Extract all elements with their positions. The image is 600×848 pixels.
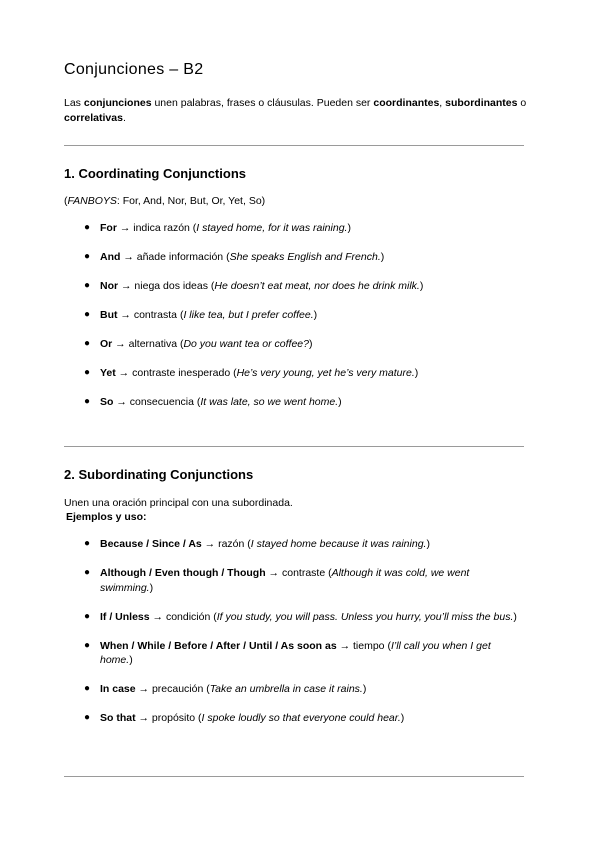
bullet-icon: ● bbox=[84, 567, 91, 578]
conjunction-example: I stayed home because it was raining. bbox=[250, 538, 427, 550]
conjunction-example: I like tea, but I prefer coffee. bbox=[183, 309, 314, 321]
conjunction-term: Although / Even though / Though bbox=[100, 567, 266, 579]
conjunction-term: In case bbox=[100, 683, 136, 695]
closing-paren: ) bbox=[400, 712, 405, 724]
conjunction-term: Nor bbox=[100, 280, 119, 292]
intro-text: o bbox=[517, 97, 527, 109]
conjunction-example: I spoke loudly so that everyone could hear. bbox=[201, 712, 401, 724]
section-heading: 1. Coordinating Conjunctions bbox=[64, 166, 246, 181]
conjunction-meaning: → contraste ( bbox=[265, 567, 332, 579]
list-item bbox=[84, 337, 524, 352]
conjunction-meaning: → añade información ( bbox=[120, 251, 230, 263]
closing-paren: ) bbox=[338, 396, 342, 408]
closing-paren: ) bbox=[313, 309, 318, 321]
divider bbox=[64, 145, 524, 146]
divider bbox=[64, 446, 524, 447]
list-item bbox=[84, 682, 524, 697]
conjunction-example: I stayed home, for it was raining. bbox=[196, 222, 348, 234]
list-item bbox=[84, 639, 524, 668]
list-item bbox=[84, 711, 524, 726]
conjunction-meaning: → niega dos ideas ( bbox=[118, 280, 215, 292]
closing-paren: ) bbox=[129, 654, 133, 666]
intro-bold-term: subordinantes bbox=[445, 97, 518, 109]
closing-paren: ) bbox=[362, 683, 367, 695]
conjunction-example: He’s very young, yet he’s very mature. bbox=[236, 367, 415, 379]
coordinating-list bbox=[84, 221, 524, 410]
bullet-icon: ● bbox=[84, 538, 91, 549]
intro-text: . bbox=[122, 112, 126, 124]
conjunction-example: He doesn’t eat meat, nor does he drink milk. bbox=[214, 280, 420, 292]
intro-text: unen palabras, frases o cláusulas. Pueden ser bbox=[151, 97, 374, 109]
conjunction-meaning: → propósito ( bbox=[135, 712, 202, 724]
bullet-icon: ● bbox=[84, 367, 91, 378]
conjunction-term: But bbox=[100, 309, 118, 321]
fanboys-note bbox=[64, 194, 265, 208]
bullet-icon: ● bbox=[84, 396, 91, 407]
conjunction-example: If you study, you will pass. Unless you hurry, you’ll miss the bus. bbox=[216, 610, 514, 623]
conjunction-term: If / Unless bbox=[100, 610, 150, 623]
bullet-icon: ● bbox=[84, 280, 91, 291]
closing-paren: ) bbox=[149, 581, 154, 594]
conjunction-meaning: → indica razón ( bbox=[116, 222, 197, 234]
bullet-icon: ● bbox=[84, 683, 91, 694]
conjunction-example: Although it was cold, we went swimming. bbox=[100, 567, 470, 594]
list-item bbox=[84, 395, 524, 410]
subordinating-list bbox=[84, 537, 524, 726]
bullet-icon: ● bbox=[84, 610, 91, 622]
page-title: Conjunciones – B2 bbox=[64, 61, 204, 78]
closing-paren: ) bbox=[380, 251, 385, 263]
conjunction-term: Yet bbox=[100, 367, 116, 379]
conjunction-meaning: → contraste inesperado ( bbox=[115, 367, 237, 379]
intro-bold-term: correlativas bbox=[64, 112, 123, 124]
bullet-icon: ● bbox=[84, 712, 91, 723]
note-text: ( bbox=[64, 195, 68, 207]
closing-paren: ) bbox=[513, 610, 517, 623]
conjunction-meaning: → consecuencia ( bbox=[113, 396, 201, 408]
list-item bbox=[84, 308, 524, 323]
examples-label-text: Ejemplos y uso: bbox=[66, 511, 147, 523]
bullet-icon: ● bbox=[84, 309, 91, 320]
bullet-icon: ● bbox=[84, 251, 91, 262]
conjunction-term: When / While / Before / After / Until / As soon as bbox=[100, 639, 337, 652]
examples-label bbox=[66, 510, 147, 524]
bullet-icon: ● bbox=[84, 222, 91, 233]
note-text: : For, And, Nor, But, Or, Yet, So) bbox=[116, 195, 266, 207]
closing-paren: ) bbox=[308, 338, 313, 350]
conjunction-term: So that bbox=[100, 712, 136, 724]
intro-text: Las bbox=[64, 97, 84, 109]
conjunction-example: Do you want tea or coffee? bbox=[183, 338, 309, 350]
list-item bbox=[84, 366, 524, 381]
closing-paren: ) bbox=[347, 222, 351, 234]
divider bbox=[64, 776, 524, 777]
conjunction-term: Or bbox=[100, 338, 113, 350]
conjunction-meaning: → condición ( bbox=[149, 610, 217, 623]
list-item bbox=[84, 250, 524, 265]
closing-paren: ) bbox=[426, 538, 430, 550]
conjunction-term: So bbox=[100, 396, 114, 408]
intro-text: , bbox=[439, 97, 446, 109]
intro-bold-term: conjunciones bbox=[83, 97, 152, 109]
section-description: Unen una oración principal con una subordinada. bbox=[64, 497, 293, 509]
conjunction-meaning: → alternativa ( bbox=[112, 338, 184, 350]
conjunction-example: I’ll call you when I get home. bbox=[100, 639, 491, 666]
intro-paragraph bbox=[64, 96, 534, 126]
conjunction-term: And bbox=[100, 251, 121, 263]
closing-paren: ) bbox=[419, 280, 424, 292]
list-item bbox=[84, 537, 524, 552]
conjunction-example: Take an umbrella in case it rains. bbox=[209, 683, 363, 695]
bullet-icon: ● bbox=[84, 338, 91, 349]
conjunction-term: Because / Since / As bbox=[100, 538, 202, 550]
closing-paren: ) bbox=[414, 367, 419, 379]
list-item bbox=[84, 566, 524, 595]
intro-bold-term: coordinantes bbox=[373, 97, 440, 109]
section-heading: 2. Subordinating Conjunctions bbox=[64, 467, 254, 482]
conjunction-example: She speaks English and French. bbox=[229, 251, 381, 263]
list-item bbox=[84, 221, 524, 236]
conjunction-meaning: → tiempo ( bbox=[336, 639, 391, 652]
conjunction-meaning: → razón ( bbox=[201, 538, 251, 550]
note-acronym: FANBOYS bbox=[67, 195, 117, 207]
conjunction-example: It was late, so we went home. bbox=[200, 396, 339, 408]
list-item bbox=[84, 279, 524, 294]
list-item bbox=[84, 610, 524, 625]
bullet-icon: ● bbox=[84, 639, 91, 651]
conjunction-meaning: → contrasta ( bbox=[117, 309, 184, 321]
conjunction-term: For bbox=[100, 222, 117, 234]
conjunction-meaning: → precaución ( bbox=[135, 683, 210, 695]
